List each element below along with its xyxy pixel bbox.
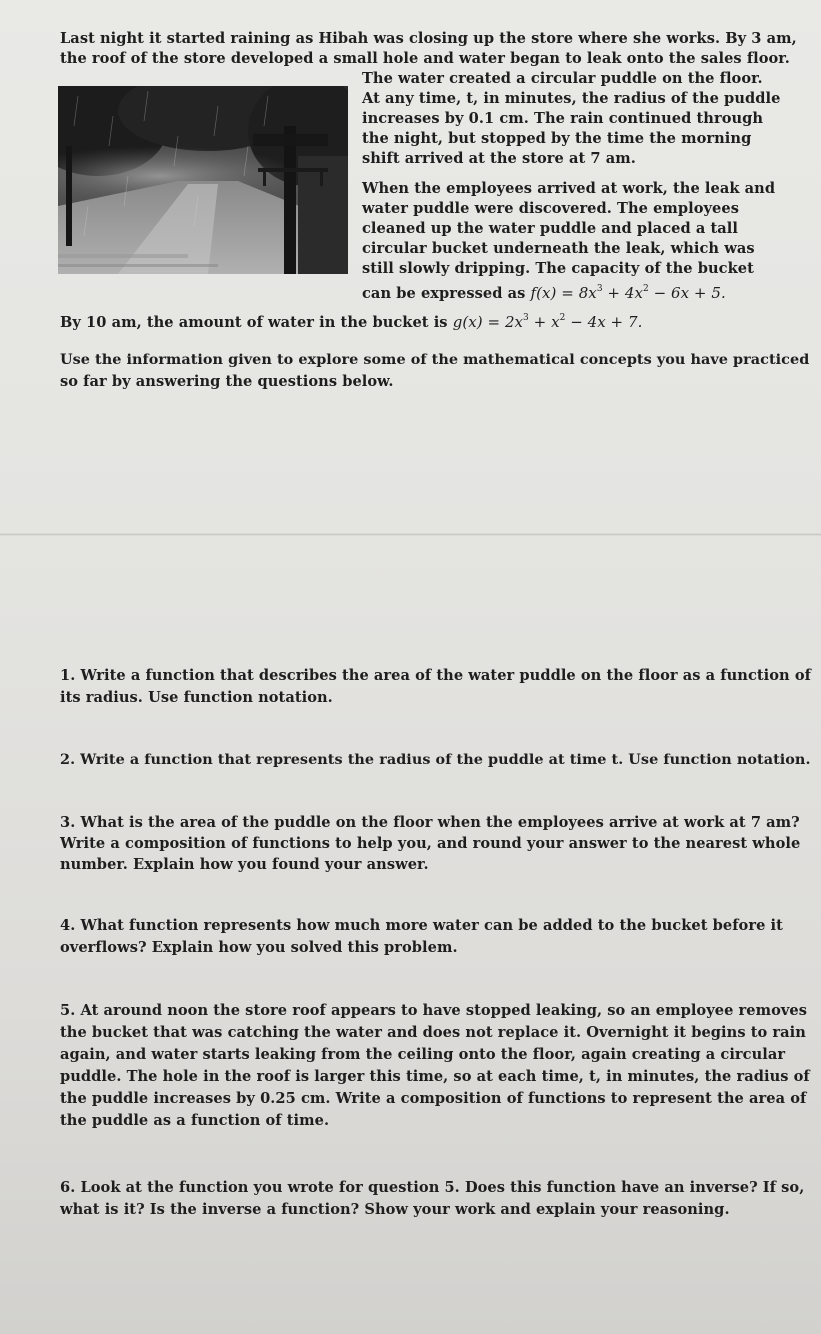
f-mid: + 4x (602, 284, 643, 302)
g-tail: − 4x + 7. (565, 313, 643, 331)
question-4-line-1: 4. What function represents how much more water can be added to the bucket before it (60, 917, 783, 934)
question-3-line-3: number. Explain how you found your answer. (60, 856, 429, 873)
rainy-street-photo (58, 86, 348, 274)
f-exp-1: 3 (596, 284, 603, 294)
g-function (453, 313, 643, 331)
f-function (531, 284, 726, 302)
para2-line-1: When the employees arrived at work, the leak and (362, 180, 776, 197)
question-5-line-2: the bucket that was catching the water and does not replace it. Overnight it begins to rain (60, 1024, 806, 1041)
para2-line-4: circular bucket underneath the leak, which was (362, 240, 755, 257)
question-1-line-2: its radius. Use function notation. (60, 689, 333, 706)
capacity-lead: can be expressed as (362, 285, 526, 302)
para2-line-3: cleaned up the water puddle and placed a tall (362, 220, 738, 237)
intro-line-5: increases by 0.1 cm. The rain continued through (362, 110, 764, 127)
g-mid: + x (528, 313, 560, 331)
f-name: f(x) = 8x (530, 284, 597, 302)
question-6-line-2: what is it? Is the inverse a function? Show your work and explain your reasoning. (60, 1201, 730, 1218)
g-name: g(x) = 2x (452, 313, 524, 331)
f-exp-2: 2 (642, 284, 649, 294)
g-exp-2: 2 (559, 313, 566, 323)
intro-line-1: Last night it started raining as Hibah was closing up the store where she works. By 3 am, (60, 30, 797, 47)
intro-line-4: At any time, t, in minutes, the radius of the puddle (362, 90, 781, 107)
question-5-line-1: 5. At around noon the store roof appears to have stopped leaking, so an employee removes (60, 1002, 808, 1019)
para2-line-2: water puddle were discovered. The employees (362, 200, 739, 217)
question-5-line-5: the puddle increases by 0.25 cm. Write a composition of functions to represent the area of (60, 1090, 807, 1107)
para2-line-5: still slowly dripping. The capacity of the bucket (362, 260, 754, 277)
capacity-line (362, 284, 726, 302)
question-5-line-3: again, and water starts leaking from the ceiling onto the floor, again creating a circular (60, 1046, 786, 1063)
question-3-line-2: Write a composition of functions to help you, and round your answer to the nearest whole (60, 835, 801, 852)
intro-line-3: The water created a circular puddle on the floor. (362, 70, 763, 87)
question-1-line-1: 1. Write a function that describes the area of the water puddle on the floor as a function of (60, 667, 811, 684)
instructions-line-1: Use the information given to explore some of the mathematical concepts you have practiced (60, 351, 810, 368)
g-lead: By 10 am, the amount of water in the bucket is (60, 314, 448, 331)
instructions-line-2: so far by answering the questions below. (60, 373, 394, 390)
g-exp-1: 3 (523, 313, 529, 323)
intro-line-6: the night, but stopped by the time the morning (362, 130, 752, 147)
question-5-line-6: the puddle as a function of time. (60, 1112, 330, 1129)
paper-fold (0, 533, 821, 536)
question-4-line-2: overflows? Explain how you solved this problem. (60, 939, 458, 956)
question-5-line-4: puddle. The hole in the roof is larger this time, so at each time, t, in minutes, the radius of (60, 1068, 810, 1085)
intro-line-2: the roof of the store developed a small hole and water began to leak onto the sales floor. (60, 50, 790, 67)
question-6-line-1: 6. Look at the function you wrote for question 5. Does this function have an inverse? If so, (60, 1179, 805, 1196)
question-3-line-1: 3. What is the area of the puddle on the floor when the employees arrive at work at 7 am? (60, 814, 800, 831)
intro-line-7: shift arrived at the store at 7 am. (362, 150, 636, 167)
question-2-line-1: 2. Write a function that represents the radius of the puddle at time t. Use function notation. (60, 751, 811, 768)
f-tail: − 6x + 5. (648, 284, 726, 302)
bucket-line (60, 313, 642, 331)
